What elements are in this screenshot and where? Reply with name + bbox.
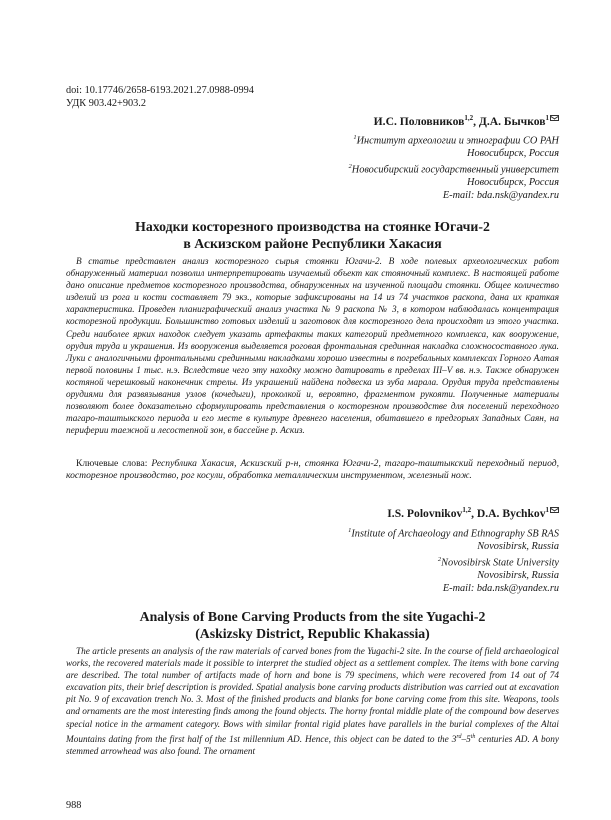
ru-title: [66, 218, 559, 252]
ru-title-line-2: в Аскизском районе Республики Хакасия: [183, 236, 442, 251]
ru-authors: [374, 114, 559, 128]
en-title-line-1: Analysis of Bone Carving Products from the site Yugachi-2: [139, 609, 486, 624]
ru-affil-2-name: Новосибирский государственный университет: [351, 164, 559, 176]
udk-line: УДК 903.42+903.2: [66, 98, 147, 109]
ru-email: E-mail: bda.nsk@yandex.ru: [442, 190, 559, 202]
en-author-1-sup: 1,2: [462, 506, 472, 514]
en-affil-2-sup: 2: [437, 556, 442, 564]
en-abstract-text-3: centuries AD. A bony stemmed arrowhead was also found. The ornament: [66, 734, 559, 757]
en-abstract-text-2: –5: [461, 734, 471, 745]
en-affil-2-name: Novosibirsk State University: [441, 557, 559, 569]
envelope-icon: [550, 507, 559, 513]
en-affil-1-city: Novosibirsk, Russia: [477, 541, 559, 553]
ru-author-1-sup: 1,2: [464, 114, 474, 122]
envelope-icon: [550, 115, 559, 121]
ru-affil-1-sup: 1: [353, 134, 357, 141]
ru-affil-2-city: Новосибирск, Россия: [467, 177, 559, 189]
en-affil-2-city: Novosibirsk, Russia: [477, 570, 559, 582]
en-authors: [387, 506, 559, 520]
ru-abstract: В статье представлен анализ косторезного сырья стоянки Югачи-2. В ходе полевых археологических работ обнаруженный материал позволил интерпретировать изучаемый объект как стояночный комплекс. В настоящей работе дано описание предметов косторезного производства, обнаруженных на изученной площади стоянки. Общее количество изделий из рога и кости составляет 79 экз., которые зафиксированы на 14 из 74 участков раскопа, дана их краткая характеристика. Проведен планиграфический анализ участка № 9 раскопа № 3, в котором наблюдалась концентрация косторезной продукции. Большинство готовых изделий и заготовок для косторезного дела происходят из этого участка. Среди наиболее ярких находок следует указать артефакты таких категорий предметного комплекса, как вооружение, орудия труда и украшения. Из вооружения выделяется роговая фронтальная срединная накладка сложносоставного лука. Луки с аналогичными фронтальными срединными накладками хорошо известны в погребальных комплексах Горного Алтая первой половины 1 тыс. н.э. Вследствие чего эту находку можно датировать в пределах III–V вв. н.э. Также обнаружен костяной черешковый наконечник стрелы. Из украшений найдена подвеска из зуба марала. Орудия труда представлены орудиями для развязывания узлов (кочедыги), проколкой и, вероятно, фрагментом рукояти. Полученные материалы позволяют более доказательно сформулировать представления о косторезном производстве для поселений переходного тагаро-таштыкского периода и его месте в культуре древнего населения, обитавшего в предгорьях Западных Саян, на периферии таежной и лесостепной зон, в бассейне р. Аскиз.: [66, 257, 559, 437]
en-title: [66, 608, 559, 642]
keywords-label: Ключевые слова:: [76, 458, 152, 469]
ru-author-2: , Д.А. Бычков: [473, 114, 546, 128]
ru-affil-1-city: Новосибирск, Россия: [467, 148, 559, 160]
ru-affil-1-name: Институт археологии и этнографии СО РАН: [356, 135, 559, 147]
doi-line: doi: 10.17746/2658-6193.2021.27.0988-0994: [66, 85, 254, 96]
en-author-2: , D.A. Bychkov: [471, 506, 546, 520]
en-email: E-mail: bda.nsk@yandex.ru: [442, 583, 559, 595]
en-abstract-sup-2: th: [470, 733, 476, 740]
ru-author-2-sup: 1: [545, 114, 549, 122]
en-affil-1-sup: 1: [348, 527, 352, 534]
ru-affiliations: [239, 132, 559, 203]
en-affil-1-name: Institute of Archaeology and Ethnography SB RAS: [351, 528, 559, 540]
en-author-1: I.S. Polovnikov: [387, 506, 463, 520]
ru-affil-2-sup: 2: [348, 163, 352, 171]
en-affiliations: [239, 525, 559, 596]
page-number: 988: [66, 800, 82, 811]
en-author-2-sup: 1: [545, 506, 549, 514]
ru-title-line-1: Находки косторезного производства на стоянке Югачи-2: [135, 219, 490, 234]
en-title-line-2: (Askizsky District, Republic Khakassia): [195, 626, 430, 641]
en-abstract-sup-1: rd: [456, 733, 462, 740]
ru-author-1: И.С. Половников: [373, 114, 465, 128]
keywords-list: Республика Хакасия, Аскизский р-н, стоянка Югачи-2, тагаро-таштыкский переходный период, косторезное производство, рог косули, обработка металлическим инструментом, железный нож.: [66, 458, 559, 482]
en-abstract-text-1: The article presents an analysis of the raw materials of carved bones from the Yugachi-2 site. In the course of field archaeological works, the recovered materials made it possible to interpret the studied object as a settlement complex. The items with bone carving are described. The total number of artifacts made of horn and bone is 79 specimens, which were recovered from 14 out of 74 excavation pits, their brief description is provided. Spatial analysis bone carving products distribution was carried out at excavation pit No. 9 of excavation trench No. 3. Most of the finished products and blanks for bone carving come from this site. Weapons, tools and ornaments are the most interesting finds among the found objects. The horny frontal middle plate of the compound bow deserves special notice in the armament category. Bows with similar frontal rigid plates have parallels in the burial complexes of the Altai Mountains dating from the first half of the 1st millennium AD. Hence, this object can be dated to the 3: [66, 647, 559, 745]
en-abstract: [66, 646, 559, 758]
ru-keywords: [66, 458, 559, 483]
